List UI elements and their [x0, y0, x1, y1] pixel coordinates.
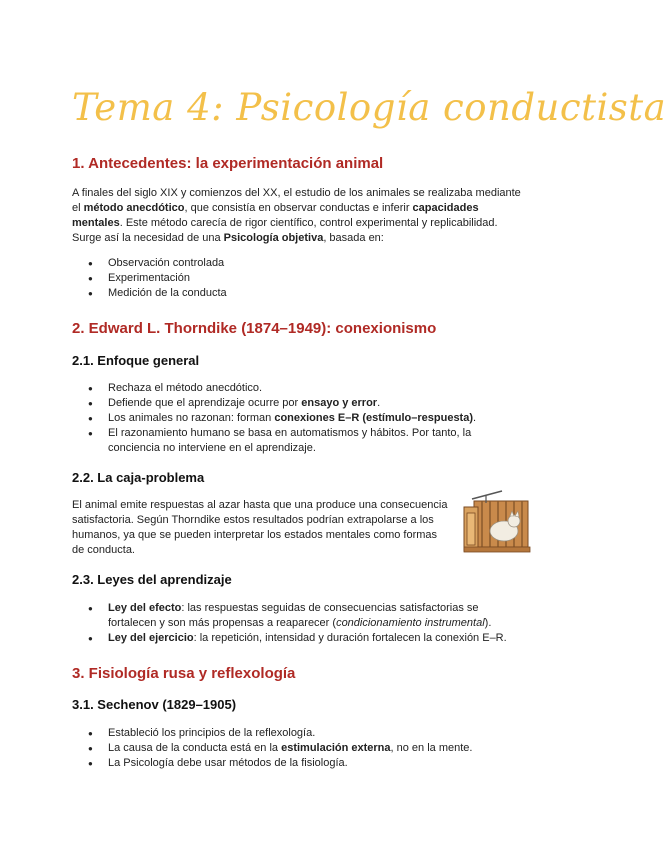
text-run: El animal emite respuestas al azar hasta que una produce una consecuencia	[72, 499, 448, 511]
bold-term: Psicología objetiva	[223, 232, 324, 244]
section-2-heading: 2. Edward L. Thorndike (1874–1949): conexionismo	[72, 320, 437, 337]
text-run: El razonamiento humano se basa en automatismos y hábitos. Por tanto, la	[108, 427, 472, 439]
text-run: Defiende que el aprendizaje ocurre por	[108, 397, 302, 409]
text-run: , basada en:	[323, 232, 384, 244]
text-run: . Este método carecía de rigor científico, control experimental y replicabilidad.	[119, 217, 498, 229]
list-item	[88, 396, 508, 411]
text-run: humanos, ya que se pueden interpretar los estados mentales como formas	[72, 529, 438, 541]
text-run: ).	[484, 617, 492, 629]
subsection-2-1-heading: 2.1. Enfoque general	[72, 353, 200, 368]
subsection-2-3-heading: 2.3. Leyes del aprendizaje	[72, 572, 232, 587]
subsection-2-3-bullet-list	[88, 601, 508, 646]
italic-term: condicionamiento instrumental	[336, 617, 485, 629]
text-run: Surge así la necesidad de una	[72, 232, 224, 244]
bold-term: método anecdótico	[83, 202, 185, 214]
list-item: ● Experimentación	[88, 271, 508, 286]
bold-term: capacidades	[412, 202, 479, 214]
text-run: La causa de la conducta está en la	[108, 742, 282, 754]
text-run: A finales del siglo XIX y comienzos del XX, el estudio de los animales se realizaba mediante	[72, 187, 521, 199]
text-run: Los animales no razonan: forman	[108, 412, 275, 424]
bold-term: mentales	[72, 217, 120, 229]
bold-term: conexiones E–R (estímulo–respuesta)	[274, 412, 474, 424]
bold-term: Ley del efecto	[108, 602, 182, 614]
text-run: el	[72, 202, 84, 214]
list-item: ● La Psicología debe usar métodos de la fisiología.	[88, 756, 508, 771]
text-run: .	[377, 397, 381, 409]
list-item: ● Medición de la conducta	[88, 286, 508, 301]
bold-term: estimulación externa	[281, 742, 391, 754]
subsection-2-1-bullet-list	[88, 381, 508, 456]
text-run: : las respuestas seguidas de consecuencias satisfactorias se	[181, 602, 479, 614]
subsection-3-1-heading: 3.1. Sechenov (1829–1905)	[72, 697, 237, 712]
list-item: ● Rechaza el método anecdótico.	[88, 381, 508, 396]
page-title: Tema 4: Psicología conductista	[72, 86, 666, 129]
subsection-2-2-paragraph	[72, 498, 457, 558]
section-1-bullet-list	[88, 256, 508, 301]
subsection-3-1-bullet-list	[88, 726, 508, 771]
section-1-paragraph	[72, 186, 532, 246]
list-item: ● Observación controlada	[88, 256, 508, 271]
section-1-heading: 1. Antecedentes: la experimentación animal	[72, 155, 384, 172]
list-item	[88, 631, 508, 646]
text-run: : la repetición, intensidad y duración fortalecen la conexión E–R.	[193, 632, 507, 644]
bold-term: ensayo y error	[301, 397, 378, 409]
puzzle-box-cat-image	[462, 487, 532, 555]
text-run: , que consistía en observar conductas e inferir	[184, 202, 413, 214]
subsection-2-2-heading: 2.2. La caja-problema	[72, 470, 205, 485]
text-run: de conducta.	[72, 544, 135, 556]
list-item	[88, 601, 508, 631]
text-run: , no en la mente.	[390, 742, 473, 754]
list-item	[88, 426, 508, 456]
section-3-heading: 3. Fisiología rusa y reflexología	[72, 665, 296, 682]
list-item	[88, 411, 508, 426]
text-run: fortalecen y son más propensas a reaparecer (	[108, 617, 337, 629]
list-item	[88, 741, 508, 756]
text-run: satisfactoria. Según Thorndike estos resultados podrían extrapolarse a los	[72, 514, 434, 526]
text-run: .	[473, 412, 477, 424]
text-run: conciencia no interviene en el aprendizaje.	[108, 442, 316, 454]
list-item: ● Estableció los principios de la reflexología.	[88, 726, 508, 741]
bold-term: Ley del ejercicio	[108, 632, 194, 644]
